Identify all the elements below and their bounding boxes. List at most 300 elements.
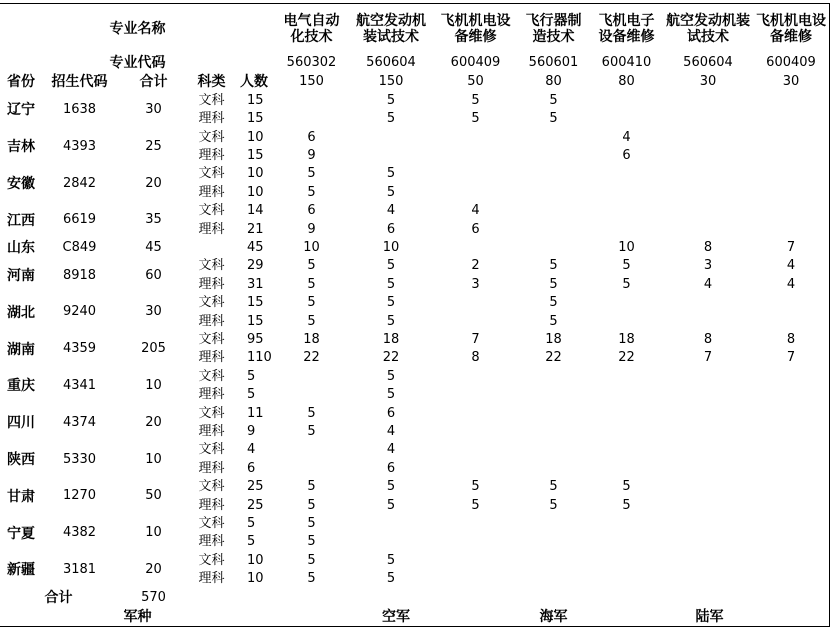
quota-value-cell[interactable] — [663, 184, 754, 203]
quota-value-cell[interactable] — [517, 423, 591, 442]
subject-cell[interactable]: 理科 — [190, 110, 234, 129]
quota-value-cell[interactable] — [590, 570, 664, 589]
quota-value-cell[interactable] — [590, 460, 664, 479]
quota-value-cell[interactable] — [517, 184, 591, 203]
quota-value-cell[interactable] — [275, 460, 349, 479]
major-quota-cell[interactable]: 30 — [663, 73, 754, 93]
subject-cell[interactable]: 文科 — [190, 515, 234, 534]
quota-value-cell[interactable] — [590, 294, 664, 313]
province-total-cell[interactable]: 35 — [117, 202, 191, 240]
subject-cell[interactable]: 理科 — [190, 350, 234, 369]
quota-value-cell[interactable]: 6 — [275, 202, 349, 221]
quota-value-cell[interactable]: 5 — [348, 294, 435, 313]
quota-value-cell[interactable] — [348, 515, 435, 534]
quota-value-cell[interactable] — [517, 570, 591, 589]
quota-value-cell[interactable]: 7 — [753, 350, 830, 369]
province-total-cell[interactable]: 50 — [117, 478, 191, 516]
blank-cell[interactable] — [663, 589, 754, 608]
province-column-header[interactable]: 省份 — [0, 73, 43, 93]
quota-value-cell[interactable] — [753, 515, 830, 534]
quota-value-cell[interactable]: 4 — [348, 442, 435, 461]
quota-value-cell[interactable] — [275, 442, 349, 461]
subject-cell[interactable]: 文科 — [190, 294, 234, 313]
quota-value-cell[interactable]: 5 — [348, 166, 435, 185]
subject-cell[interactable]: 理科 — [190, 570, 234, 589]
quota-value-cell[interactable] — [590, 184, 664, 203]
quota-value-cell[interactable] — [517, 221, 591, 240]
quota-value-cell[interactable]: 5 — [275, 534, 349, 553]
blank-cell[interactable] — [590, 589, 664, 608]
count-cell[interactable]: 110 — [233, 350, 276, 369]
count-cell[interactable]: 9 — [233, 423, 276, 442]
subject-cell[interactable]: 理科 — [190, 313, 234, 332]
subject-cell[interactable]: 理科 — [190, 534, 234, 553]
quota-value-cell[interactable]: 5 — [275, 313, 349, 332]
quota-value-cell[interactable] — [753, 460, 830, 479]
quota-value-cell[interactable] — [348, 129, 435, 148]
quota-value-cell[interactable]: 5 — [434, 478, 518, 497]
quota-value-cell[interactable]: 4 — [753, 276, 830, 295]
quota-value-cell[interactable] — [275, 92, 349, 111]
quota-value-cell[interactable] — [590, 423, 664, 442]
count-cell[interactable]: 15 — [233, 313, 276, 332]
quota-value-cell[interactable]: 22 — [590, 350, 664, 369]
major-quota-cell[interactable]: 80 — [590, 73, 664, 93]
quota-value-cell[interactable]: 5 — [517, 92, 591, 111]
province-name-cell[interactable]: 辽宁 — [0, 92, 43, 130]
quota-value-cell[interactable]: 4 — [348, 202, 435, 221]
province-name-cell[interactable]: 宁夏 — [0, 515, 43, 553]
quota-value-cell[interactable]: 22 — [348, 350, 435, 369]
quota-value-cell[interactable]: 5 — [348, 478, 435, 497]
quota-value-cell[interactable] — [434, 294, 518, 313]
province-code-cell[interactable]: 4374 — [42, 405, 118, 443]
quota-value-cell[interactable] — [753, 552, 830, 571]
major-code-cell[interactable]: 560302 — [275, 54, 349, 74]
quota-value-cell[interactable]: 5 — [590, 478, 664, 497]
province-total-cell[interactable]: 205 — [117, 331, 191, 369]
province-code-cell[interactable]: 1270 — [42, 478, 118, 516]
province-total-cell[interactable]: 45 — [117, 239, 191, 258]
quota-value-cell[interactable] — [753, 166, 830, 185]
count-cell[interactable]: 25 — [233, 478, 276, 497]
province-code-cell[interactable]: 3181 — [42, 552, 118, 590]
quota-value-cell[interactable]: 5 — [348, 276, 435, 295]
subject-cell[interactable] — [190, 239, 234, 258]
subject-cell[interactable]: 文科 — [190, 442, 234, 461]
province-code-cell[interactable]: 9240 — [42, 294, 118, 332]
province-total-cell[interactable]: 10 — [117, 368, 191, 406]
count-cell[interactable]: 4 — [233, 442, 276, 461]
quota-value-cell[interactable]: 5 — [517, 313, 591, 332]
province-name-cell[interactable]: 江西 — [0, 202, 43, 240]
quota-value-cell[interactable] — [517, 147, 591, 166]
count-cell[interactable]: 25 — [233, 497, 276, 516]
quota-value-cell[interactable]: 6 — [348, 221, 435, 240]
quota-value-cell[interactable]: 5 — [275, 552, 349, 571]
province-total-cell[interactable]: 10 — [117, 442, 191, 480]
major-code-cell[interactable]: 560604 — [348, 54, 435, 74]
quota-value-cell[interactable] — [663, 294, 754, 313]
quota-value-cell[interactable] — [753, 313, 830, 332]
branch-name-cell[interactable]: 海军 — [517, 607, 591, 627]
quota-value-cell[interactable] — [517, 460, 591, 479]
quota-value-cell[interactable] — [517, 386, 591, 405]
quota-value-cell[interactable] — [434, 166, 518, 185]
subject-cell[interactable]: 理科 — [190, 184, 234, 203]
quota-value-cell[interactable] — [517, 534, 591, 553]
major-name-cell[interactable]: 电气自动化技术 — [275, 3, 349, 55]
quota-value-cell[interactable]: 5 — [275, 184, 349, 203]
subject-cell[interactable]: 理科 — [190, 221, 234, 240]
count-cell[interactable]: 10 — [233, 184, 276, 203]
major-quota-cell[interactable]: 150 — [275, 73, 349, 93]
province-name-cell[interactable]: 重庆 — [0, 368, 43, 406]
count-cell[interactable]: 10 — [233, 166, 276, 185]
quota-value-cell[interactable] — [663, 386, 754, 405]
quota-value-cell[interactable] — [753, 221, 830, 240]
subject-cell[interactable]: 文科 — [190, 202, 234, 221]
major-quota-cell[interactable]: 150 — [348, 73, 435, 93]
quota-value-cell[interactable]: 5 — [275, 478, 349, 497]
quota-value-cell[interactable] — [663, 368, 754, 387]
major-name-header[interactable]: 专业名称 — [0, 3, 276, 55]
province-code-cell[interactable]: C849 — [42, 239, 118, 258]
quota-value-cell[interactable] — [590, 202, 664, 221]
quota-value-cell[interactable] — [434, 534, 518, 553]
quota-value-cell[interactable]: 4 — [663, 276, 754, 295]
major-code-cell[interactable]: 600410 — [590, 54, 664, 74]
blank-cell[interactable] — [753, 589, 830, 608]
province-total-cell[interactable]: 20 — [117, 405, 191, 443]
major-name-cell[interactable]: 航空发动机装试技术 — [348, 3, 435, 55]
quota-value-cell[interactable]: 5 — [348, 313, 435, 332]
province-total-cell[interactable]: 30 — [117, 92, 191, 130]
quota-value-cell[interactable] — [753, 184, 830, 203]
quota-value-cell[interactable]: 7 — [434, 331, 518, 350]
quota-value-cell[interactable]: 5 — [348, 92, 435, 111]
quota-value-cell[interactable] — [663, 534, 754, 553]
subject-cell[interactable]: 文科 — [190, 166, 234, 185]
quota-value-cell[interactable]: 4 — [348, 423, 435, 442]
province-total-cell[interactable]: 10 — [117, 515, 191, 553]
quota-value-cell[interactable]: 3 — [663, 258, 754, 277]
quota-value-cell[interactable] — [663, 129, 754, 148]
subject-cell[interactable]: 理科 — [190, 147, 234, 166]
count-cell[interactable]: 95 — [233, 331, 276, 350]
quota-value-cell[interactable] — [753, 570, 830, 589]
quota-value-cell[interactable]: 8 — [663, 239, 754, 258]
subject-cell[interactable]: 文科 — [190, 368, 234, 387]
major-code-cell[interactable]: 560601 — [517, 54, 591, 74]
quota-value-cell[interactable]: 5 — [590, 276, 664, 295]
major-name-cell[interactable]: 飞机电子设备维修 — [590, 3, 664, 55]
grand-total-label[interactable]: 合计 — [0, 589, 118, 608]
quota-value-cell[interactable] — [663, 221, 754, 240]
count-cell[interactable]: 29 — [233, 258, 276, 277]
quota-value-cell[interactable] — [434, 405, 518, 424]
quota-value-cell[interactable] — [275, 110, 349, 129]
quota-value-cell[interactable]: 6 — [348, 460, 435, 479]
quota-value-cell[interactable]: 5 — [348, 552, 435, 571]
quota-value-cell[interactable]: 10 — [590, 239, 664, 258]
quota-value-cell[interactable] — [663, 570, 754, 589]
quota-value-cell[interactable]: 18 — [590, 331, 664, 350]
quota-value-cell[interactable] — [434, 460, 518, 479]
subject-cell[interactable]: 文科 — [190, 552, 234, 571]
quota-value-cell[interactable] — [753, 534, 830, 553]
quota-value-cell[interactable] — [753, 129, 830, 148]
blank-cell[interactable] — [275, 589, 349, 608]
quota-value-cell[interactable] — [517, 202, 591, 221]
quota-value-cell[interactable] — [663, 478, 754, 497]
quota-value-cell[interactable]: 5 — [275, 515, 349, 534]
quota-value-cell[interactable] — [434, 570, 518, 589]
quota-value-cell[interactable]: 5 — [275, 276, 349, 295]
quota-value-cell[interactable]: 7 — [663, 350, 754, 369]
quota-value-cell[interactable] — [517, 129, 591, 148]
subject-cell[interactable]: 理科 — [190, 497, 234, 516]
blank-cell[interactable] — [517, 589, 591, 608]
quota-value-cell[interactable] — [517, 442, 591, 461]
quota-value-cell[interactable] — [434, 184, 518, 203]
total-column-header[interactable]: 合计 — [117, 73, 191, 93]
quota-value-cell[interactable]: 9 — [275, 147, 349, 166]
province-total-cell[interactable]: 20 — [117, 166, 191, 204]
subject-cell[interactable]: 理科 — [190, 386, 234, 405]
count-cell[interactable]: 5 — [233, 368, 276, 387]
province-name-cell[interactable]: 湖南 — [0, 331, 43, 369]
branch-name-cell[interactable]: 空军 — [275, 607, 518, 627]
quota-value-cell[interactable] — [590, 92, 664, 111]
subject-cell[interactable]: 文科 — [190, 405, 234, 424]
quota-value-cell[interactable]: 5 — [275, 258, 349, 277]
quota-value-cell[interactable] — [663, 552, 754, 571]
quota-value-cell[interactable]: 5 — [348, 570, 435, 589]
quota-value-cell[interactable] — [590, 386, 664, 405]
province-code-cell[interactable]: 6619 — [42, 202, 118, 240]
quota-value-cell[interactable] — [434, 515, 518, 534]
quota-value-cell[interactable] — [753, 478, 830, 497]
quota-value-cell[interactable]: 22 — [275, 350, 349, 369]
quota-value-cell[interactable] — [590, 166, 664, 185]
quota-value-cell[interactable]: 5 — [348, 258, 435, 277]
quota-value-cell[interactable]: 5 — [275, 423, 349, 442]
subject-cell[interactable]: 文科 — [190, 129, 234, 148]
quota-value-cell[interactable]: 5 — [517, 258, 591, 277]
quota-value-cell[interactable] — [753, 497, 830, 516]
quota-value-cell[interactable] — [663, 202, 754, 221]
province-code-cell[interactable]: 4393 — [42, 129, 118, 167]
quota-value-cell[interactable] — [753, 147, 830, 166]
quota-value-cell[interactable]: 5 — [517, 478, 591, 497]
quota-value-cell[interactable] — [663, 166, 754, 185]
quota-value-cell[interactable]: 5 — [348, 110, 435, 129]
quota-value-cell[interactable] — [753, 202, 830, 221]
blank-cell[interactable] — [434, 589, 518, 608]
major-name-cell[interactable]: 飞机机电设备维修 — [753, 3, 830, 55]
quota-value-cell[interactable]: 5 — [434, 110, 518, 129]
quota-value-cell[interactable] — [275, 386, 349, 405]
quota-value-cell[interactable] — [590, 368, 664, 387]
subject-cell[interactable]: 文科 — [190, 92, 234, 111]
quota-value-cell[interactable] — [434, 368, 518, 387]
province-name-cell[interactable]: 甘肃 — [0, 478, 43, 516]
branch-name-cell[interactable]: 陆军 — [590, 607, 830, 627]
quota-value-cell[interactable] — [434, 552, 518, 571]
quota-value-cell[interactable] — [663, 110, 754, 129]
quota-value-cell[interactable] — [663, 423, 754, 442]
province-name-cell[interactable]: 四川 — [0, 405, 43, 443]
quota-value-cell[interactable] — [663, 92, 754, 111]
count-cell[interactable]: 10 — [233, 129, 276, 148]
quota-value-cell[interactable]: 5 — [275, 570, 349, 589]
count-cell[interactable]: 5 — [233, 515, 276, 534]
quota-value-cell[interactable] — [517, 166, 591, 185]
quota-value-cell[interactable]: 6 — [348, 405, 435, 424]
subject-cell[interactable]: 文科 — [190, 478, 234, 497]
count-cell[interactable]: 21 — [233, 221, 276, 240]
province-name-cell[interactable]: 吉林 — [0, 129, 43, 167]
quota-value-cell[interactable]: 2 — [434, 258, 518, 277]
quota-value-cell[interactable] — [348, 147, 435, 166]
quota-value-cell[interactable]: 18 — [348, 331, 435, 350]
quota-value-cell[interactable]: 18 — [275, 331, 349, 350]
major-name-cell[interactable]: 飞机机电设备维修 — [434, 3, 518, 55]
enroll-code-column-header[interactable]: 招生代码 — [42, 73, 118, 93]
province-name-cell[interactable]: 山东 — [0, 239, 43, 258]
major-name-cell[interactable]: 飞行器制造技术 — [517, 3, 591, 55]
quota-value-cell[interactable] — [275, 368, 349, 387]
quota-value-cell[interactable]: 8 — [663, 331, 754, 350]
quota-value-cell[interactable] — [663, 313, 754, 332]
count-cell[interactable]: 10 — [233, 552, 276, 571]
quota-value-cell[interactable]: 7 — [753, 239, 830, 258]
quota-value-cell[interactable] — [590, 221, 664, 240]
province-name-cell[interactable]: 安徽 — [0, 166, 43, 204]
quota-value-cell[interactable]: 5 — [348, 386, 435, 405]
quota-value-cell[interactable] — [590, 442, 664, 461]
quota-value-cell[interactable] — [663, 460, 754, 479]
quota-value-cell[interactable] — [663, 442, 754, 461]
grand-total-value[interactable]: 570 — [117, 589, 191, 608]
province-code-cell[interactable]: 2842 — [42, 166, 118, 204]
quota-value-cell[interactable] — [663, 497, 754, 516]
quota-value-cell[interactable] — [434, 239, 518, 258]
subject-cell[interactable]: 理科 — [190, 460, 234, 479]
quota-value-cell[interactable] — [517, 239, 591, 258]
quota-value-cell[interactable] — [590, 515, 664, 534]
quota-value-cell[interactable]: 8 — [753, 331, 830, 350]
quota-value-cell[interactable] — [753, 386, 830, 405]
quota-value-cell[interactable]: 9 — [275, 221, 349, 240]
quota-value-cell[interactable] — [434, 423, 518, 442]
count-cell[interactable]: 10 — [233, 570, 276, 589]
major-code-header[interactable]: 专业代码 — [0, 54, 276, 74]
major-quota-cell[interactable]: 80 — [517, 73, 591, 93]
province-code-cell[interactable]: 4341 — [42, 368, 118, 406]
province-name-cell[interactable]: 新疆 — [0, 552, 43, 590]
quota-value-cell[interactable] — [590, 313, 664, 332]
quota-value-cell[interactable] — [517, 552, 591, 571]
count-column-header[interactable]: 人数 — [233, 73, 276, 93]
count-cell[interactable]: 15 — [233, 294, 276, 313]
count-cell[interactable]: 6 — [233, 460, 276, 479]
count-cell[interactable]: 5 — [233, 534, 276, 553]
count-cell[interactable]: 14 — [233, 202, 276, 221]
count-cell[interactable]: 11 — [233, 405, 276, 424]
branch-label-cell[interactable]: 军种 — [0, 607, 276, 627]
major-code-cell[interactable]: 600409 — [434, 54, 518, 74]
count-cell[interactable]: 5 — [233, 386, 276, 405]
quota-value-cell[interactable]: 5 — [517, 294, 591, 313]
quota-value-cell[interactable]: 5 — [517, 110, 591, 129]
quota-value-cell[interactable] — [434, 129, 518, 148]
quota-value-cell[interactable] — [434, 442, 518, 461]
quota-value-cell[interactable]: 6 — [590, 147, 664, 166]
subject-cell[interactable]: 文科 — [190, 331, 234, 350]
quota-value-cell[interactable] — [663, 147, 754, 166]
major-quota-cell[interactable]: 30 — [753, 73, 830, 93]
count-cell[interactable]: 15 — [233, 110, 276, 129]
quota-value-cell[interactable]: 5 — [275, 294, 349, 313]
blank-cell[interactable] — [348, 589, 435, 608]
quota-value-cell[interactable]: 10 — [348, 239, 435, 258]
quota-value-cell[interactable] — [663, 515, 754, 534]
quota-value-cell[interactable] — [753, 423, 830, 442]
quota-value-cell[interactable] — [753, 368, 830, 387]
quota-value-cell[interactable]: 18 — [517, 331, 591, 350]
quota-value-cell[interactable]: 5 — [517, 497, 591, 516]
province-code-cell[interactable]: 4382 — [42, 515, 118, 553]
province-code-cell[interactable]: 8918 — [42, 258, 118, 296]
quota-value-cell[interactable] — [753, 110, 830, 129]
quota-value-cell[interactable] — [434, 147, 518, 166]
count-cell[interactable]: 15 — [233, 147, 276, 166]
quota-value-cell[interactable] — [663, 405, 754, 424]
quota-value-cell[interactable] — [348, 534, 435, 553]
quota-value-cell[interactable]: 5 — [590, 258, 664, 277]
quota-value-cell[interactable]: 6 — [434, 221, 518, 240]
quota-value-cell[interactable]: 5 — [348, 184, 435, 203]
quota-value-cell[interactable]: 5 — [348, 368, 435, 387]
quota-value-cell[interactable]: 5 — [348, 497, 435, 516]
count-cell[interactable]: 15 — [233, 92, 276, 111]
quota-value-cell[interactable]: 8 — [434, 350, 518, 369]
quota-value-cell[interactable]: 10 — [275, 239, 349, 258]
major-code-cell[interactable]: 560604 — [663, 54, 754, 74]
quota-value-cell[interactable] — [590, 110, 664, 129]
count-cell[interactable]: 45 — [233, 239, 276, 258]
quota-value-cell[interactable] — [590, 552, 664, 571]
major-quota-cell[interactable]: 50 — [434, 73, 518, 93]
quota-value-cell[interactable] — [590, 534, 664, 553]
quota-value-cell[interactable] — [753, 92, 830, 111]
major-code-cell[interactable]: 600409 — [753, 54, 830, 74]
quota-value-cell[interactable] — [517, 368, 591, 387]
subject-column-header[interactable]: 科类 — [190, 73, 234, 93]
province-total-cell[interactable]: 30 — [117, 294, 191, 332]
subject-cell[interactable]: 文科 — [190, 258, 234, 277]
province-name-cell[interactable]: 湖北 — [0, 294, 43, 332]
province-code-cell[interactable]: 5330 — [42, 442, 118, 480]
quota-value-cell[interactable]: 5 — [590, 497, 664, 516]
quota-value-cell[interactable] — [517, 405, 591, 424]
quota-value-cell[interactable] — [434, 313, 518, 332]
quota-value-cell[interactable]: 22 — [517, 350, 591, 369]
quota-value-cell[interactable]: 4 — [590, 129, 664, 148]
quota-value-cell[interactable]: 5 — [434, 92, 518, 111]
